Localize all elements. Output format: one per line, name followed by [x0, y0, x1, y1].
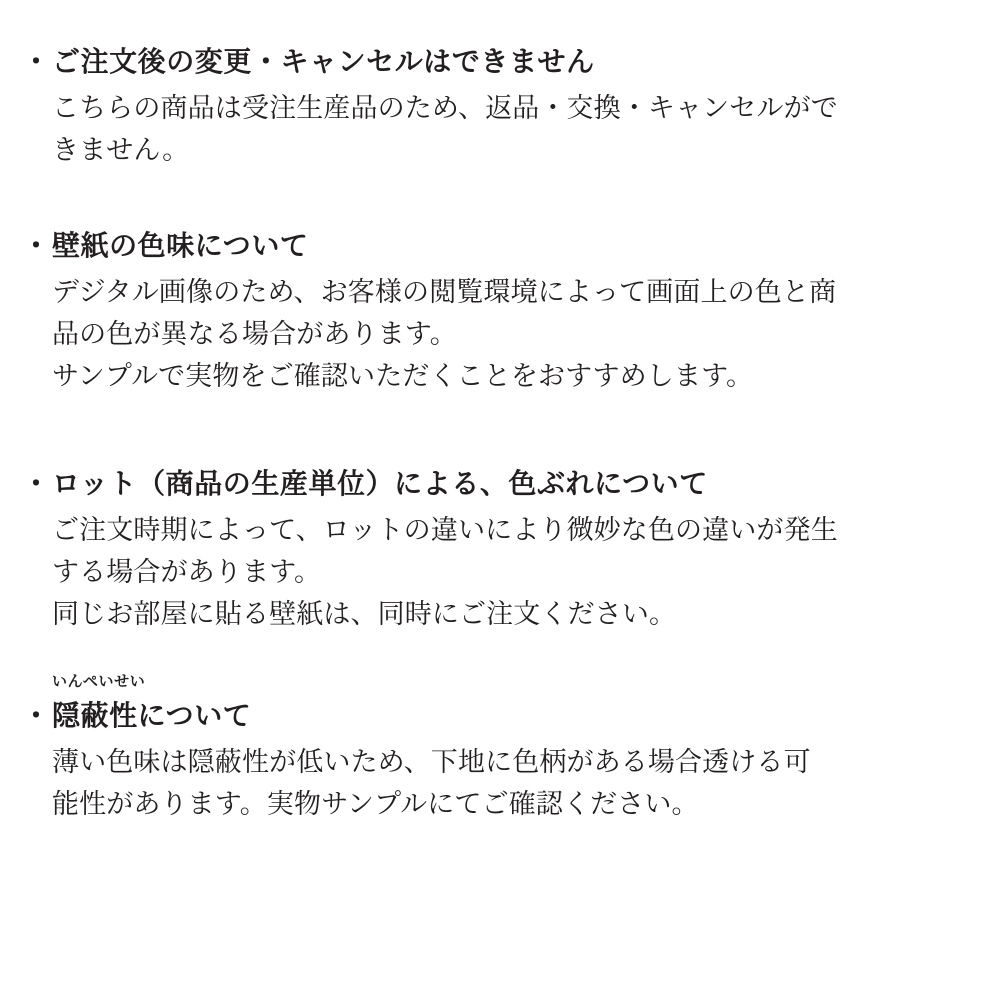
section-lot-variation	[22, 466, 972, 636]
section-heading-text: ロット（商品の生産単位）による、色ぶれについて	[52, 468, 708, 499]
spacer	[22, 398, 972, 466]
body-line: する場合があります。	[52, 557, 322, 588]
section-order-change	[22, 44, 972, 172]
section-wallpaper-color	[22, 228, 972, 398]
section-opacity	[22, 672, 972, 826]
section-body	[52, 742, 972, 826]
section-heading	[22, 466, 972, 502]
section-heading-text: 壁紙の色味について	[52, 230, 309, 262]
spacer	[22, 636, 972, 698]
section-heading	[22, 698, 972, 734]
bullet-icon: ・	[22, 468, 51, 499]
section-heading	[22, 44, 972, 80]
body-line: サンプルで実物をご確認いただくことをおすすめします。	[52, 361, 754, 392]
body-line: デジタル画像のため、お客様の閲覧環境によって画面上の色と商	[52, 277, 837, 308]
body-line: 品の色が異なる場合があります。	[52, 319, 457, 350]
body-line: ご注文時期によって、ロットの違いにより微妙な色の違いが発生	[52, 515, 838, 546]
body-line: 能性があります。実物サンプルにてご確認ください。	[52, 789, 699, 820]
section-heading-text: ご注文後の変更・キャンセルはできません	[52, 46, 595, 77]
bullet-icon: ・	[22, 699, 51, 731]
section-heading-text: 隠蔽性について	[52, 699, 252, 731]
ruby-annotation: いんぺいせい	[52, 672, 146, 690]
body-line: 同じお部屋に貼る壁紙は、同時にご注文ください。	[52, 599, 677, 630]
body-line: 薄い色味は隠蔽性が低いため、下地に色柄がある場合透ける可	[52, 747, 811, 778]
section-heading	[22, 228, 972, 264]
spacer	[22, 172, 972, 228]
bullet-icon: ・	[22, 230, 51, 262]
section-body	[52, 272, 972, 398]
body-line: きません。	[52, 135, 190, 166]
body-line: こちらの商品は受注生産品のため、返品・交換・キャンセルがで	[52, 93, 838, 124]
section-body	[52, 88, 972, 172]
bullet-icon: ・	[22, 46, 51, 77]
section-body	[52, 510, 972, 636]
